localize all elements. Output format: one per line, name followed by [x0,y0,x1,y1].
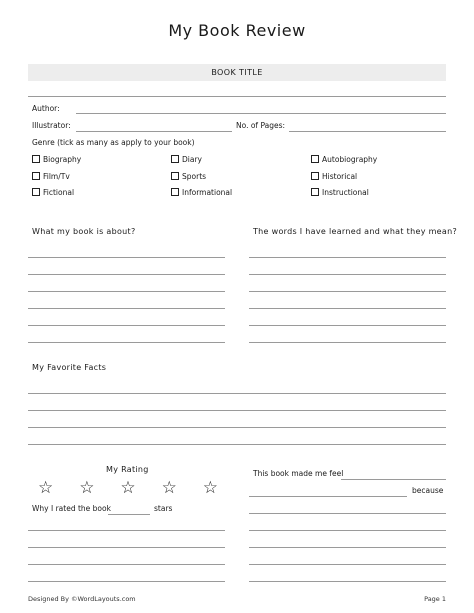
feel-line[interactable] [249,564,446,565]
checkbox-icon[interactable] [32,172,40,180]
checkbox-icon[interactable] [171,188,179,196]
about-line[interactable] [28,342,225,343]
genre-option[interactable]: Film/Tv [32,172,70,181]
about-line[interactable] [28,257,225,258]
checkbox-icon[interactable] [32,155,40,163]
why-line[interactable] [28,581,225,582]
about-heading: What my book is about? [32,227,136,236]
star-rating[interactable] [38,480,218,497]
illustrator-label: Illustrator: [32,121,71,130]
author-line[interactable] [76,113,446,114]
feel-line[interactable] [249,513,446,514]
feel-line[interactable] [249,547,446,548]
checkbox-icon[interactable] [311,155,319,163]
pages-line[interactable] [289,131,446,132]
about-line[interactable] [28,291,225,292]
because-label: because [412,486,444,495]
facts-line[interactable] [28,410,446,411]
pages-label: No. of Pages: [236,121,286,130]
words-line[interactable] [249,257,446,258]
because-line[interactable] [249,496,407,497]
about-line[interactable] [28,325,225,326]
facts-heading: My Favorite Facts [32,363,107,372]
genre-option[interactable]: Diary [171,155,202,164]
genre-option[interactable]: Biography [32,155,81,164]
genre-option[interactable]: Fictional [32,188,74,197]
genre-option[interactable]: Historical [311,172,357,181]
genre-label: Genre (tick as many as apply to your book) [32,138,195,147]
star-icon[interactable]: ☆ [79,478,95,498]
why-label: Why I rated the book [32,504,111,513]
checkbox-icon[interactable] [171,172,179,180]
feel-line[interactable] [249,530,446,531]
star-icon[interactable]: ☆ [202,478,218,498]
words-line[interactable] [249,274,446,275]
checkbox-icon[interactable] [311,188,319,196]
illustrator-line[interactable] [76,131,232,132]
checkbox-icon[interactable] [171,155,179,163]
book-title-line[interactable] [28,96,446,97]
star-icon[interactable]: ☆ [161,478,177,498]
facts-line[interactable] [28,393,446,394]
stars-label: stars [154,504,173,513]
star-count-line[interactable] [108,514,150,515]
words-line[interactable] [249,308,446,309]
feel-label: This book made me feel [253,469,344,478]
book-title-bar: BOOK TITLE [28,64,446,81]
words-line[interactable] [249,291,446,292]
why-line[interactable] [28,564,225,565]
words-line[interactable] [249,325,446,326]
genre-option[interactable]: Informational [171,188,232,197]
page-title: My Book Review [168,21,306,40]
words-line[interactable] [249,342,446,343]
genre-option[interactable]: Instructional [311,188,369,197]
checkbox-icon[interactable] [32,188,40,196]
star-icon[interactable]: ☆ [38,478,54,498]
genre-option[interactable]: Autobiography [311,155,377,164]
why-line[interactable] [28,547,225,548]
about-line[interactable] [28,308,225,309]
page-number: Page 1 [424,595,446,603]
author-label: Author: [32,104,60,113]
words-heading: The words I have learned and what they mean? [253,227,458,236]
facts-line[interactable] [28,444,446,445]
facts-line[interactable] [28,427,446,428]
about-line[interactable] [28,274,225,275]
rating-heading: My Rating [106,465,149,474]
why-line[interactable] [28,530,225,531]
feel-line[interactable] [341,479,446,480]
footer-credit: Designed By ©WordLayouts.com [28,595,136,603]
star-icon[interactable]: ☆ [120,478,136,498]
genre-option[interactable]: Sports [171,172,206,181]
checkbox-icon[interactable] [311,172,319,180]
feel-line[interactable] [249,581,446,582]
